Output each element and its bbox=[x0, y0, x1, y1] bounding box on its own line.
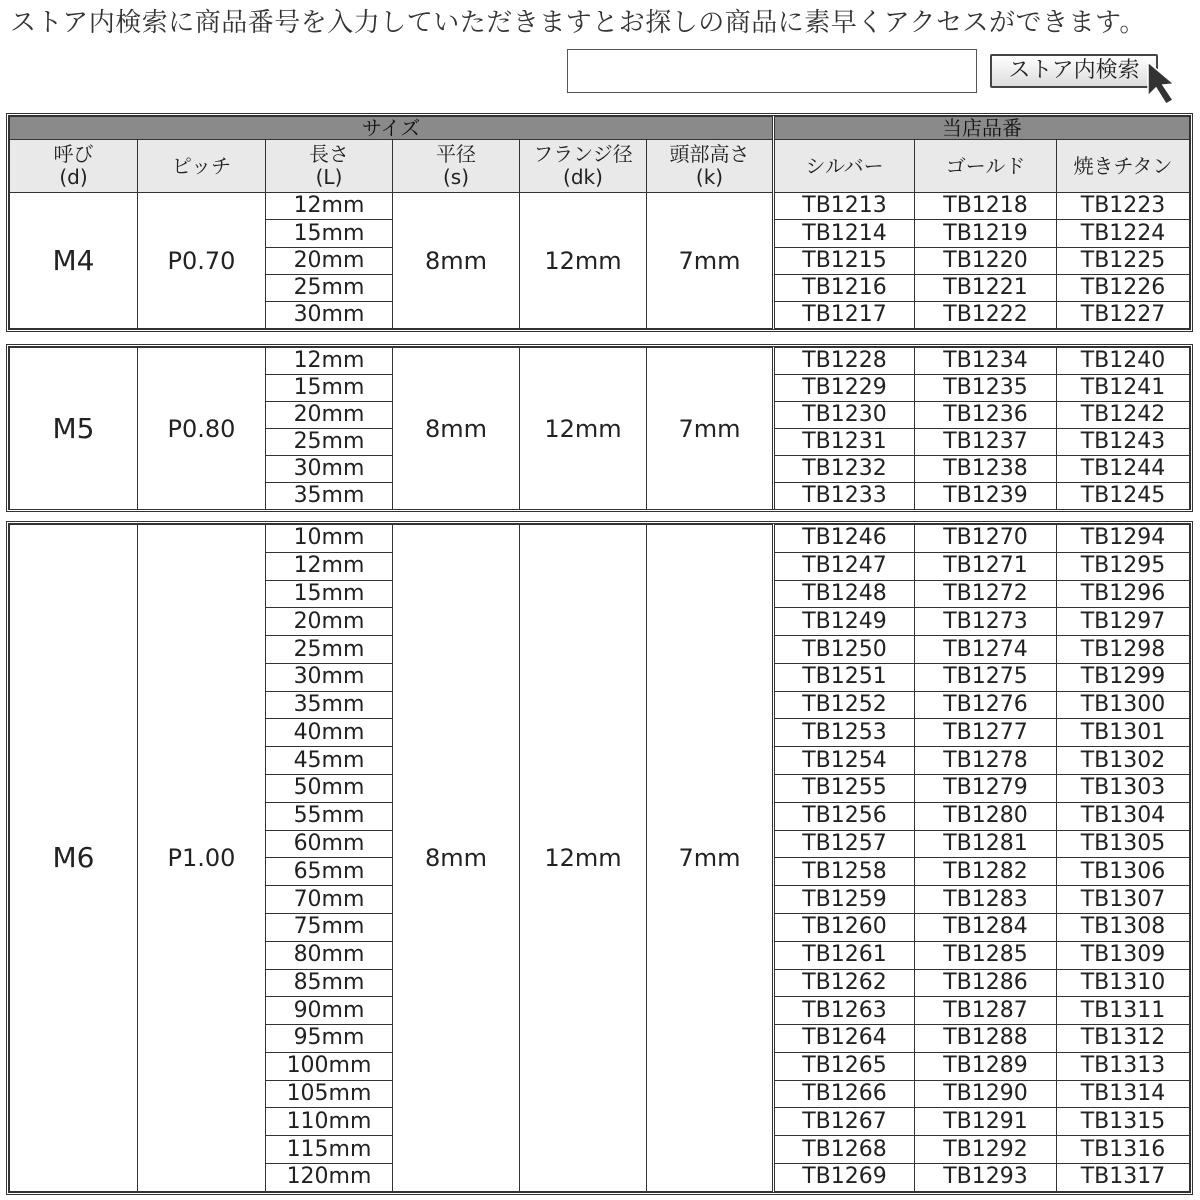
nominal-size-cell: M5 bbox=[10, 348, 138, 510]
length-cell: 45mm bbox=[266, 747, 393, 775]
length-cell: 60mm bbox=[266, 830, 393, 858]
length-cell: 35mm bbox=[266, 483, 393, 510]
col-flange-diameter: フランジ径 (dk) bbox=[520, 140, 647, 193]
gold-item-number-cell: TB1292 bbox=[915, 1136, 1057, 1164]
length-cell: 65mm bbox=[266, 858, 393, 886]
table-row bbox=[10, 525, 1190, 553]
silver-item-number-cell: TB1261 bbox=[774, 941, 915, 969]
silver-item-number-cell: TB1246 bbox=[774, 525, 915, 553]
length-cell: 95mm bbox=[266, 1025, 393, 1053]
store-search-input[interactable] bbox=[567, 49, 977, 93]
burnt-titanium-item-number-cell: TB1305 bbox=[1057, 830, 1190, 858]
gold-item-number-cell: TB1284 bbox=[915, 913, 1057, 941]
gold-item-number-cell: TB1279 bbox=[915, 775, 1057, 803]
gold-item-number-cell: TB1278 bbox=[915, 747, 1057, 775]
length-cell: 75mm bbox=[266, 913, 393, 941]
gold-item-number-cell: TB1238 bbox=[915, 456, 1057, 483]
gold-item-number-cell: TB1281 bbox=[915, 830, 1057, 858]
gold-item-number-cell: TB1291 bbox=[915, 1108, 1057, 1136]
gold-item-number-cell: TB1221 bbox=[915, 274, 1057, 301]
silver-item-number-cell: TB1217 bbox=[774, 301, 915, 328]
silver-item-number-cell: TB1255 bbox=[774, 775, 915, 803]
silver-item-number-cell: TB1259 bbox=[774, 886, 915, 914]
cursor-arrow-icon bbox=[1140, 56, 1184, 106]
silver-item-number-cell: TB1247 bbox=[774, 552, 915, 580]
spec-table-m6 bbox=[6, 521, 1193, 1195]
col-silver: シルバー bbox=[774, 140, 915, 193]
gold-item-number-cell: TB1270 bbox=[915, 525, 1057, 553]
burnt-titanium-item-number-cell: TB1312 bbox=[1057, 1025, 1190, 1053]
spec-table-m4 bbox=[6, 113, 1193, 332]
gold-item-number-cell: TB1271 bbox=[915, 552, 1057, 580]
silver-item-number-cell: TB1229 bbox=[774, 375, 915, 402]
burnt-titanium-item-number-cell: TB1301 bbox=[1057, 719, 1190, 747]
silver-item-number-cell: TB1263 bbox=[774, 997, 915, 1025]
col-length: 長さ (L) bbox=[266, 140, 393, 193]
length-cell: 120mm bbox=[266, 1163, 393, 1191]
silver-item-number-cell: TB1233 bbox=[774, 483, 915, 510]
length-cell: 12mm bbox=[266, 348, 393, 375]
length-cell: 25mm bbox=[266, 274, 393, 301]
silver-item-number-cell: TB1264 bbox=[774, 1025, 915, 1053]
burnt-titanium-item-number-cell: TB1226 bbox=[1057, 274, 1190, 301]
burnt-titanium-item-number-cell: TB1316 bbox=[1057, 1136, 1190, 1164]
silver-item-number-cell: TB1268 bbox=[774, 1136, 915, 1164]
length-cell: 85mm bbox=[266, 969, 393, 997]
silver-item-number-cell: TB1267 bbox=[774, 1108, 915, 1136]
length-cell: 12mm bbox=[266, 552, 393, 580]
burnt-titanium-item-number-cell: TB1307 bbox=[1057, 886, 1190, 914]
flat-diameter-cell: 8mm bbox=[393, 193, 520, 329]
gold-item-number-cell: TB1272 bbox=[915, 580, 1057, 608]
silver-item-number-cell: TB1262 bbox=[774, 969, 915, 997]
burnt-titanium-item-number-cell: TB1308 bbox=[1057, 913, 1190, 941]
gold-item-number-cell: TB1282 bbox=[915, 858, 1057, 886]
silver-item-number-cell: TB1251 bbox=[774, 663, 915, 691]
burnt-titanium-item-number-cell: TB1299 bbox=[1057, 663, 1190, 691]
length-cell: 15mm bbox=[266, 220, 393, 247]
burnt-titanium-item-number-cell: TB1306 bbox=[1057, 858, 1190, 886]
burnt-titanium-item-number-cell: TB1241 bbox=[1057, 375, 1190, 402]
gold-item-number-cell: TB1237 bbox=[915, 429, 1057, 456]
length-cell: 20mm bbox=[266, 608, 393, 636]
gold-item-number-cell: TB1289 bbox=[915, 1052, 1057, 1080]
pitch-cell: P0.80 bbox=[138, 348, 266, 510]
gold-item-number-cell: TB1222 bbox=[915, 301, 1057, 328]
flange-diameter-cell: 12mm bbox=[520, 348, 647, 510]
head-height-cell: 7mm bbox=[647, 193, 774, 329]
size-table bbox=[9, 347, 1190, 510]
silver-item-number-cell: TB1216 bbox=[774, 274, 915, 301]
silver-item-number-cell: TB1257 bbox=[774, 830, 915, 858]
col-head-height: 頭部高さ (k) bbox=[647, 140, 774, 193]
burnt-titanium-item-number-cell: TB1223 bbox=[1057, 193, 1190, 220]
col-flat-diameter: 平径 (s) bbox=[393, 140, 520, 193]
col-nominal: 呼び (d) bbox=[10, 140, 138, 193]
burnt-titanium-item-number-cell: TB1240 bbox=[1057, 348, 1190, 375]
length-cell: 20mm bbox=[266, 247, 393, 274]
flange-diameter-cell: 12mm bbox=[520, 193, 647, 329]
length-cell: 15mm bbox=[266, 580, 393, 608]
burnt-titanium-item-number-cell: TB1313 bbox=[1057, 1052, 1190, 1080]
nominal-size-cell: M4 bbox=[10, 193, 138, 329]
silver-item-number-cell: TB1252 bbox=[774, 691, 915, 719]
burnt-titanium-item-number-cell: TB1243 bbox=[1057, 429, 1190, 456]
burnt-titanium-item-number-cell: TB1300 bbox=[1057, 691, 1190, 719]
silver-item-number-cell: TB1253 bbox=[774, 719, 915, 747]
silver-item-number-cell: TB1230 bbox=[774, 402, 915, 429]
silver-item-number-cell: TB1265 bbox=[774, 1052, 915, 1080]
col-gold: ゴールド bbox=[915, 140, 1057, 193]
length-cell: 80mm bbox=[266, 941, 393, 969]
length-cell: 110mm bbox=[266, 1108, 393, 1136]
gold-item-number-cell: TB1290 bbox=[915, 1080, 1057, 1108]
length-cell: 30mm bbox=[266, 456, 393, 483]
col-burnt-titanium: 焼きチタン bbox=[1057, 140, 1190, 193]
silver-item-number-cell: TB1249 bbox=[774, 608, 915, 636]
burnt-titanium-item-number-cell: TB1304 bbox=[1057, 802, 1190, 830]
length-cell: 10mm bbox=[266, 525, 393, 553]
gold-item-number-cell: TB1220 bbox=[915, 247, 1057, 274]
gold-item-number-cell: TB1286 bbox=[915, 969, 1057, 997]
gold-item-number-cell: TB1219 bbox=[915, 220, 1057, 247]
length-cell: 100mm bbox=[266, 1052, 393, 1080]
burnt-titanium-item-number-cell: TB1245 bbox=[1057, 483, 1190, 510]
burnt-titanium-item-number-cell: TB1298 bbox=[1057, 636, 1190, 664]
gold-item-number-cell: TB1288 bbox=[915, 1025, 1057, 1053]
silver-item-number-cell: TB1228 bbox=[774, 348, 915, 375]
burnt-titanium-item-number-cell: TB1302 bbox=[1057, 747, 1190, 775]
length-cell: 90mm bbox=[266, 997, 393, 1025]
silver-item-number-cell: TB1215 bbox=[774, 247, 915, 274]
head-height-cell: 7mm bbox=[647, 525, 774, 1192]
burnt-titanium-item-number-cell: TB1311 bbox=[1057, 997, 1190, 1025]
silver-item-number-cell: TB1254 bbox=[774, 747, 915, 775]
length-cell: 15mm bbox=[266, 375, 393, 402]
store-search-instructions: ストア内検索に商品番号を入力していただきますとお探しの商品に素早くアクセスができます。 bbox=[10, 8, 1146, 38]
gold-item-number-cell: TB1276 bbox=[915, 691, 1057, 719]
silver-item-number-cell: TB1248 bbox=[774, 580, 915, 608]
flange-diameter-cell: 12mm bbox=[520, 525, 647, 1192]
gold-item-number-cell: TB1235 bbox=[915, 375, 1057, 402]
length-cell: 25mm bbox=[266, 636, 393, 664]
gold-item-number-cell: TB1280 bbox=[915, 802, 1057, 830]
gold-item-number-cell: TB1285 bbox=[915, 941, 1057, 969]
table-row bbox=[10, 193, 1190, 220]
length-cell: 30mm bbox=[266, 301, 393, 328]
table-row bbox=[10, 348, 1190, 375]
silver-item-number-cell: TB1266 bbox=[774, 1080, 915, 1108]
length-cell: 70mm bbox=[266, 886, 393, 914]
pitch-cell: P1.00 bbox=[138, 525, 266, 1192]
burnt-titanium-item-number-cell: TB1309 bbox=[1057, 941, 1190, 969]
burnt-titanium-item-number-cell: TB1303 bbox=[1057, 775, 1190, 803]
burnt-titanium-item-number-cell: TB1310 bbox=[1057, 969, 1190, 997]
length-cell: 30mm bbox=[266, 663, 393, 691]
silver-item-number-cell: TB1250 bbox=[774, 636, 915, 664]
length-cell: 35mm bbox=[266, 691, 393, 719]
gold-item-number-cell: TB1273 bbox=[915, 608, 1057, 636]
gold-item-number-cell: TB1275 bbox=[915, 663, 1057, 691]
size-group-header: サイズ bbox=[10, 117, 774, 140]
store-search-button[interactable]: ストア内検索 bbox=[990, 54, 1158, 88]
burnt-titanium-item-number-cell: TB1242 bbox=[1057, 402, 1190, 429]
burnt-titanium-item-number-cell: TB1296 bbox=[1057, 580, 1190, 608]
head-height-cell: 7mm bbox=[647, 348, 774, 510]
gold-item-number-cell: TB1236 bbox=[915, 402, 1057, 429]
size-table bbox=[9, 524, 1190, 1192]
burnt-titanium-item-number-cell: TB1314 bbox=[1057, 1080, 1190, 1108]
length-cell: 12mm bbox=[266, 193, 393, 220]
burnt-titanium-item-number-cell: TB1295 bbox=[1057, 552, 1190, 580]
burnt-titanium-item-number-cell: TB1225 bbox=[1057, 247, 1190, 274]
gold-item-number-cell: TB1274 bbox=[915, 636, 1057, 664]
length-cell: 115mm bbox=[266, 1136, 393, 1164]
silver-item-number-cell: TB1232 bbox=[774, 456, 915, 483]
gold-item-number-cell: TB1287 bbox=[915, 997, 1057, 1025]
burnt-titanium-item-number-cell: TB1297 bbox=[1057, 608, 1190, 636]
gold-item-number-cell: TB1277 bbox=[915, 719, 1057, 747]
silver-item-number-cell: TB1231 bbox=[774, 429, 915, 456]
flat-diameter-cell: 8mm bbox=[393, 525, 520, 1192]
length-cell: 50mm bbox=[266, 775, 393, 803]
burnt-titanium-item-number-cell: TB1315 bbox=[1057, 1108, 1190, 1136]
gold-item-number-cell: TB1234 bbox=[915, 348, 1057, 375]
pitch-cell: P0.70 bbox=[138, 193, 266, 329]
burnt-titanium-item-number-cell: TB1244 bbox=[1057, 456, 1190, 483]
silver-item-number-cell: TB1260 bbox=[774, 913, 915, 941]
nominal-size-cell: M6 bbox=[10, 525, 138, 1192]
item-number-group-header: 当店品番 bbox=[774, 117, 1190, 140]
length-cell: 105mm bbox=[266, 1080, 393, 1108]
col-pitch: ピッチ bbox=[138, 140, 266, 193]
size-table bbox=[9, 116, 1190, 329]
gold-item-number-cell: TB1293 bbox=[915, 1163, 1057, 1191]
gold-item-number-cell: TB1283 bbox=[915, 886, 1057, 914]
flat-diameter-cell: 8mm bbox=[393, 348, 520, 510]
silver-item-number-cell: TB1214 bbox=[774, 220, 915, 247]
burnt-titanium-item-number-cell: TB1227 bbox=[1057, 301, 1190, 328]
burnt-titanium-item-number-cell: TB1294 bbox=[1057, 525, 1190, 553]
silver-item-number-cell: TB1256 bbox=[774, 802, 915, 830]
length-cell: 20mm bbox=[266, 402, 393, 429]
gold-item-number-cell: TB1218 bbox=[915, 193, 1057, 220]
silver-item-number-cell: TB1258 bbox=[774, 858, 915, 886]
length-cell: 25mm bbox=[266, 429, 393, 456]
length-cell: 40mm bbox=[266, 719, 393, 747]
spec-table-m5 bbox=[6, 344, 1193, 512]
burnt-titanium-item-number-cell: TB1317 bbox=[1057, 1163, 1190, 1191]
length-cell: 55mm bbox=[266, 802, 393, 830]
burnt-titanium-item-number-cell: TB1224 bbox=[1057, 220, 1190, 247]
silver-item-number-cell: TB1213 bbox=[774, 193, 915, 220]
silver-item-number-cell: TB1269 bbox=[774, 1163, 915, 1191]
gold-item-number-cell: TB1239 bbox=[915, 483, 1057, 510]
